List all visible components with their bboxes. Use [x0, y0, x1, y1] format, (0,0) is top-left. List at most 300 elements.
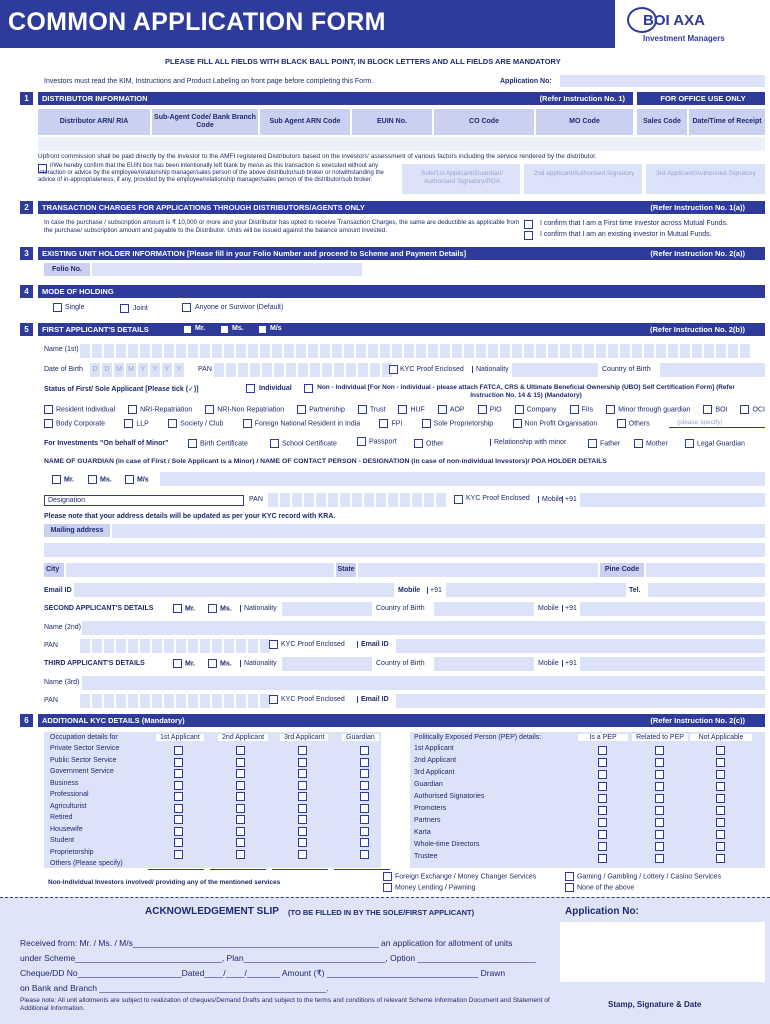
pep-row-karta: Karta	[414, 829, 431, 836]
pan-1-label: PAN	[198, 366, 212, 373]
tel-label: Tel.	[629, 587, 641, 594]
others-specify-field[interactable]: (please specify)	[669, 419, 765, 428]
status-boi-checkbox[interactable]	[703, 405, 712, 414]
pep-row-1st-applicant: 1st Applicant	[414, 745, 454, 752]
ack-application-no: Application No:	[565, 906, 639, 917]
signature-box-1-label: Sole/1st Applicant/Guardian/ Authorised Signatory/POA	[420, 170, 504, 185]
occupation-checkbox[interactable]	[236, 746, 245, 755]
city-field[interactable]	[66, 563, 334, 577]
occupation-checkbox[interactable]	[298, 838, 307, 847]
section-1-title: DISTRIBUTOR INFORMATION	[42, 94, 148, 103]
pep-checkbox[interactable]	[716, 770, 725, 779]
section-2-title: TRANSACTION CHARGES FOR APPLICATIONS THROUGH DISTRIBUTORS/AGENTS ONLY	[42, 203, 365, 212]
occupation-checkbox[interactable]	[236, 769, 245, 778]
third-nationality-field[interactable]	[282, 657, 372, 671]
sales-code-header: Sales Code	[637, 109, 687, 135]
pep-checkbox[interactable]	[598, 842, 607, 851]
section-1-ref: (Refer Instruction No. 1)	[539, 94, 625, 103]
school-cert-option	[270, 439, 337, 448]
euin-confirm-text: I/We hereby confirm that the EUIN box has been intentionally left blank by me/us as this transaction is executed without any interaction or advice by the employee/relationship manager/sales person of the above distributor/sub broker or notwithstanding the advice of in-appropriateness, if any, provided by the employee/relationship manager/sales person of the distributor/sub broker.	[38, 163, 384, 183]
status-boi-label: BOI	[715, 406, 728, 414]
passport-label: Passport	[369, 438, 397, 446]
guardian-mss-checkbox[interactable]	[125, 475, 134, 484]
status-non-profit-organisation-checkbox[interactable]	[513, 419, 522, 428]
status-partnership-checkbox[interactable]	[297, 405, 306, 414]
status-option-company	[515, 405, 557, 414]
occupation-checkbox[interactable]	[360, 838, 369, 847]
ack-application-no-field[interactable]	[560, 922, 765, 982]
pep-checkbox[interactable]	[598, 818, 607, 827]
signature-box-3[interactable]	[646, 164, 765, 194]
pep-row-authorised-signatories: Authorised Signatories	[414, 793, 485, 800]
status-option-resident-individual	[44, 405, 115, 414]
pep-checkbox[interactable]	[598, 794, 607, 803]
state-field[interactable]	[358, 563, 598, 577]
second-ms-option	[208, 604, 232, 613]
second-country-birth-field[interactable]	[434, 602, 534, 616]
status-nri-non-repatriation-checkbox[interactable]	[205, 405, 214, 414]
second-mobile-field[interactable]	[580, 602, 765, 616]
none-above-checkbox[interactable]	[565, 883, 574, 892]
kra-note: Please note that your address details will be updated as per your KYC record with KRA.	[44, 513, 336, 520]
transaction-charges-text: In case the purchase / subscription amount is ₹ 10,000 or more and your Distributor has opted to receive Transaction Charges, the same are deductible as applicable from the purchase/ subscription amount and payable to the Distributor. Units will be issued against the balance amount invested.	[44, 219, 520, 234]
status-minor-through-guardian-checkbox[interactable]	[606, 405, 615, 414]
status-aop-checkbox[interactable]	[438, 405, 447, 414]
occupation-checkbox[interactable]	[298, 850, 307, 859]
school-cert-checkbox[interactable]	[270, 439, 279, 448]
status-pio-checkbox[interactable]	[478, 405, 487, 414]
birth-cert-checkbox[interactable]	[188, 439, 197, 448]
occupation-checkbox[interactable]	[174, 792, 183, 801]
pep-row-2nd-applicant: 2nd Applicant	[414, 757, 457, 764]
pep-checkbox[interactable]	[655, 758, 664, 767]
ack-title: ACKNOWLEDGEMENT SLIP	[145, 906, 279, 917]
gaming-option	[565, 872, 721, 881]
pep-checkbox[interactable]	[655, 794, 664, 803]
status-option-nri-non-repatriation	[205, 405, 284, 414]
pep-checkbox[interactable]	[716, 842, 725, 851]
pep-checkbox[interactable]	[655, 842, 664, 851]
third-mobile-prefix: +91	[562, 660, 577, 667]
application-no-field[interactable]	[560, 75, 765, 87]
legal-guardian-option	[685, 439, 745, 448]
status-resident-individual-checkbox[interactable]	[44, 405, 53, 414]
pep-checkbox[interactable]	[716, 806, 725, 815]
status-option-foreign-national-resident-in-india	[243, 419, 360, 428]
status-option-fpi	[379, 419, 402, 428]
status-option-pio	[478, 405, 502, 414]
section-2-ref: (Refer Instruction No. 1(a))	[650, 203, 745, 212]
status-option-fiis	[570, 405, 594, 414]
non-individual-checkbox[interactable]	[304, 384, 313, 393]
mss-label: M/s	[270, 325, 282, 332]
occupation-checkbox[interactable]	[174, 804, 183, 813]
non-individual-label: Non - Individual [For Non - individual - please attach FATCA, CRS & Ultimate Beneficial Ownership (UBO) Self Certification Form] (Refer Instruction No. 14 & 15) (Mandatory)	[317, 384, 735, 399]
occupation-checkbox[interactable]	[360, 804, 369, 813]
name-2-label: Name (2nd)	[44, 624, 81, 631]
occupation-private-sector-service: Private Sector Service	[50, 745, 120, 752]
occupation-checkbox[interactable]	[360, 746, 369, 755]
status-option-aop	[438, 405, 465, 414]
mo-code-header: MO Code	[536, 109, 633, 135]
occupation-checkbox[interactable]	[236, 781, 245, 790]
occupation-checkbox[interactable]	[298, 746, 307, 755]
occupation-checkbox[interactable]	[360, 850, 369, 859]
pep-checkbox[interactable]	[716, 746, 725, 755]
pep-col-related-to-pep: Related to PEP	[632, 734, 688, 741]
pep-checkbox[interactable]	[655, 818, 664, 827]
upfront-note: Upfront commission shall be paid directly by the investor to the AMFI registered Distributors based on the investors' assessment of various factors including the service rendered by the distributor.	[38, 153, 597, 160]
joint-checkbox[interactable]	[120, 304, 129, 313]
pep-checkbox[interactable]	[598, 806, 607, 815]
occupation-checkbox[interactable]	[174, 746, 183, 755]
birth-cert-option	[188, 439, 248, 448]
guardian-ms-checkbox[interactable]	[88, 475, 97, 484]
section-5-number: 5	[20, 323, 33, 336]
second-mobile-label: Mobile	[538, 605, 559, 612]
none-above-option	[565, 883, 634, 892]
section-6-title: ADDITIONAL KYC DETAILS (Mandatory)	[42, 716, 185, 725]
status-fiis-checkbox[interactable]	[570, 405, 579, 414]
occupation-others-line[interactable]	[272, 869, 328, 870]
mss-checkbox[interactable]	[258, 325, 267, 334]
second-nationality-field[interactable]	[282, 602, 372, 616]
occupation-government-service: Government Service	[50, 768, 114, 775]
section-3-header	[38, 247, 765, 260]
name-1-boxes[interactable]	[80, 344, 750, 358]
other-doc-option	[414, 439, 444, 448]
pep-row-promoters: Promoters	[414, 805, 447, 812]
guardian-mr-label: Mr.	[64, 476, 75, 484]
pep-checkbox[interactable]	[655, 830, 664, 839]
occupation-checkbox[interactable]	[174, 781, 183, 790]
occupation-checkbox[interactable]	[360, 758, 369, 767]
occupation-checkbox[interactable]	[236, 815, 245, 824]
dob-m2: M	[126, 363, 136, 377]
status-huf-label: HUF	[410, 406, 425, 414]
legal-guardian-label: Legal Guardian	[697, 440, 745, 448]
pep-col-not-applicable: Not Applicable	[690, 734, 752, 741]
none-above-label: None of the above	[577, 884, 635, 892]
anyone-survivor-checkbox[interactable]	[182, 303, 191, 312]
second-ms-label: Ms.	[220, 605, 232, 613]
first-time-investor-label: I confirm that I am a First time investor across Mutual Funds.	[540, 220, 728, 227]
pep-row-trustee: Trustee	[414, 853, 438, 860]
occupation-checkbox[interactable]	[174, 850, 183, 859]
pin-code-field[interactable]	[646, 563, 765, 577]
occupation-checkbox[interactable]	[360, 781, 369, 790]
pep-checkbox[interactable]	[598, 746, 607, 755]
guardian-mss-option	[125, 475, 149, 484]
dob-label: Date of Birth	[44, 366, 83, 373]
pep-checkbox[interactable]	[598, 770, 607, 779]
dob-m1: M	[114, 363, 124, 377]
occupation-checkbox[interactable]	[360, 769, 369, 778]
guardian-mss-label: M/s	[137, 476, 149, 484]
dob-boxes[interactable]	[90, 363, 184, 377]
pep-checkbox[interactable]	[716, 782, 725, 791]
second-ms-checkbox[interactable]	[208, 604, 217, 613]
name-3-field[interactable]	[82, 676, 765, 690]
occupation-others-please-specify: Others (Please specify)	[50, 860, 123, 867]
pan-1-boxes[interactable]	[214, 363, 392, 377]
status-resident-individual-label: Resident Individual	[56, 406, 116, 414]
pep-checkbox[interactable]	[655, 746, 664, 755]
ack-note: Please note: All unit allotments are subject to realization of cheques/Demand Drafts and subject to the terms and conditions of relevant Scheme Information Document and Statement of Additional Information.	[20, 997, 550, 1012]
section-5-header	[38, 323, 765, 336]
kyc-1-checkbox[interactable]	[389, 365, 398, 374]
minor-label: For Investments "On behalf of Minor"	[44, 440, 169, 447]
third-nationality-label: Nationality	[240, 660, 277, 667]
occupation-others-line[interactable]	[148, 869, 204, 870]
logo	[625, 4, 765, 48]
pep-col-is-a-pep: Is a PEP	[578, 734, 628, 741]
section-6-header	[38, 714, 765, 727]
ms-checkbox[interactable]	[220, 325, 229, 334]
folio-field[interactable]	[92, 263, 362, 276]
occupation-agriculturist: Agriculturist	[50, 802, 87, 810]
occupation-others-line[interactable]	[210, 869, 266, 870]
status-society-club-label: Society / Club	[180, 420, 224, 428]
status-others-checkbox[interactable]	[617, 419, 626, 428]
occupation-checkbox[interactable]	[298, 758, 307, 767]
relationship-minor-label: Relationship with minor	[490, 439, 566, 446]
occupation-checkbox[interactable]	[360, 792, 369, 801]
third-pan-boxes[interactable]	[80, 694, 270, 708]
status-body-corporate-checkbox[interactable]	[44, 419, 53, 428]
guardian-mobile-prefix: +91	[562, 496, 577, 503]
pep-checkbox[interactable]	[716, 794, 725, 803]
mobile-1-field[interactable]	[446, 583, 626, 597]
mother-label: Mother	[646, 440, 668, 448]
kim-note: Investors must read the KIM, Instructions and Product Labeling on front page before completing this Form.	[44, 78, 374, 85]
section-3-title: EXISTING UNIT HOLDER INFORMATION [Please fill in your Folio Number and proceed to Scheme and Payment Details]	[42, 249, 467, 258]
second-mobile-prefix: +91	[562, 605, 577, 612]
kyc-1-label: KYC Proof Enclosed	[400, 366, 464, 373]
section-6-ref: (Refer Instruction No. 2(c))	[650, 716, 745, 725]
second-nationality-label: Nationality	[240, 605, 277, 612]
status-llp-label: LLP	[136, 420, 149, 428]
country-birth-1-field[interactable]	[660, 363, 765, 377]
first-time-investor-checkbox[interactable]	[524, 220, 533, 229]
occupation-checkbox[interactable]	[236, 758, 245, 767]
name-2-field[interactable]	[82, 621, 765, 635]
father-checkbox[interactable]	[588, 439, 597, 448]
logo-subtitle: Investment Managers	[643, 34, 725, 43]
second-mr-checkbox[interactable]	[173, 604, 182, 613]
status-llp-checkbox[interactable]	[124, 419, 133, 428]
euin-header: EUIN No.	[352, 109, 432, 135]
occupation-checkbox[interactable]	[174, 827, 183, 836]
co-code-header: CO Code	[434, 109, 534, 135]
ack-stamp-label: Stamp, Signature & Date	[608, 1000, 702, 1009]
pep-checkbox[interactable]	[655, 770, 664, 779]
pep-checkbox[interactable]	[655, 782, 664, 791]
mailing-address-line-1[interactable]	[112, 524, 765, 538]
occupation-checkbox[interactable]	[360, 815, 369, 824]
status-society-club-checkbox[interactable]	[168, 419, 177, 428]
status-company-checkbox[interactable]	[515, 405, 524, 414]
status-fiis-label: FIIs	[581, 406, 594, 414]
third-country-birth-field[interactable]	[434, 657, 534, 671]
occupation-others-line[interactable]	[334, 869, 390, 870]
section-3-number: 3	[20, 247, 33, 260]
guardian-mobile-field[interactable]	[580, 493, 765, 507]
second-kyc-label: KYC Proof Enclosed	[281, 641, 345, 648]
third-email-field[interactable]	[396, 694, 765, 708]
second-kyc-checkbox[interactable]	[269, 640, 278, 649]
occupation-col-guardian: Guardian	[342, 734, 379, 741]
mr-checkbox[interactable]	[183, 325, 192, 334]
occupation-public-sector-service: Public Sector Service	[50, 756, 117, 764]
occupation-checkbox[interactable]	[298, 769, 307, 778]
occupation-checkbox[interactable]	[298, 781, 307, 790]
nationality-1-field[interactable]	[512, 363, 598, 377]
second-mr-option	[173, 604, 195, 613]
occupation-checkbox[interactable]	[236, 804, 245, 813]
forex-option	[383, 872, 536, 881]
anyone-survivor-label: Anyone or Survivor (Default)	[195, 304, 284, 311]
pep-checkbox[interactable]	[716, 830, 725, 839]
occupation-checkbox[interactable]	[236, 838, 245, 847]
father-option	[588, 439, 620, 448]
section-3-ref: (Refer Instruction No. 2(a))	[650, 249, 745, 258]
third-ms-checkbox[interactable]	[208, 659, 217, 668]
mailing-address-line-2[interactable]	[44, 543, 765, 557]
status-company-label: Company	[526, 406, 557, 414]
pep-checkbox[interactable]	[716, 854, 725, 863]
occupation-col-3rd-applicant: 3rd Applicant	[280, 734, 328, 741]
status-oci-label: OCI	[752, 406, 765, 414]
date-time-header: Date/Time of Receipt	[689, 109, 765, 135]
city-label: City	[44, 563, 64, 577]
pep-checkbox[interactable]	[716, 758, 725, 767]
third-applicant-label: THIRD APPLICANT'S DETAILS	[44, 660, 145, 667]
passport-checkbox[interactable]	[357, 437, 366, 446]
third-mr-checkbox[interactable]	[173, 659, 182, 668]
occupation-checkbox[interactable]	[298, 827, 307, 836]
third-country-birth-label: Country of Birth	[376, 660, 425, 667]
signature-box-2[interactable]	[524, 164, 642, 194]
pep-checkbox[interactable]	[598, 758, 607, 767]
status-trust-label: Trust	[369, 406, 386, 414]
occupation-checkbox[interactable]	[236, 827, 245, 836]
occupation-checkbox[interactable]	[174, 769, 183, 778]
email-field[interactable]	[74, 583, 394, 597]
occupation-retired: Retired	[50, 814, 73, 821]
ack-line-4: on Bank and Branch ________________________________________________.	[20, 983, 329, 993]
legal-guardian-checkbox[interactable]	[685, 439, 694, 448]
guardian-mr-option	[52, 475, 74, 484]
email-label: Email ID	[44, 587, 72, 594]
name-1-label: Name (1st)	[44, 346, 79, 353]
single-checkbox[interactable]	[53, 303, 62, 312]
status-label: Status of First/ Sole Applicant [Please tick (✓)]	[44, 386, 199, 393]
occupation-checkbox[interactable]	[360, 827, 369, 836]
section-1-number: 1	[20, 92, 33, 105]
status-option-llp	[124, 419, 148, 428]
pep-checkbox[interactable]	[655, 806, 664, 815]
dob-y2: Y	[150, 363, 160, 377]
guardian-name-field[interactable]	[160, 472, 765, 486]
status-aop-label: AOP	[449, 406, 465, 414]
second-email-field[interactable]	[396, 639, 765, 653]
occupation-checkbox[interactable]	[236, 792, 245, 801]
status-foreign-national-resident-in-india-checkbox[interactable]	[243, 419, 252, 428]
guardian-kyc-checkbox[interactable]	[454, 495, 463, 504]
non-individual-services-label: Non-Individual Investors involved/ providing any of the mentioned services	[48, 879, 281, 886]
status-trust-checkbox[interactable]	[358, 405, 367, 414]
status-option-sole-proprietorship	[422, 419, 494, 428]
occupation-checkbox[interactable]	[298, 792, 307, 801]
section-4-title: MODE OF HOLDING	[42, 287, 114, 296]
third-kyc-checkbox[interactable]	[269, 695, 278, 704]
third-mr-option	[173, 659, 195, 668]
mother-checkbox[interactable]	[634, 439, 643, 448]
pep-checkbox[interactable]	[598, 782, 607, 791]
third-mobile-label: Mobile	[538, 660, 559, 667]
guardian-mr-checkbox[interactable]	[52, 475, 61, 484]
status-option-minor-through-guardian	[606, 405, 690, 414]
occupation-checkbox[interactable]	[174, 838, 183, 847]
father-label: Father	[600, 440, 621, 448]
other-doc-checkbox[interactable]	[414, 439, 423, 448]
third-pan-label: PAN	[44, 697, 58, 704]
status-options-row-2	[44, 419, 765, 428]
money-lending-label: Money Lending / Pawning	[395, 884, 476, 892]
occupation-checkbox[interactable]	[236, 850, 245, 859]
pep-row-partners: Partners	[414, 817, 441, 824]
status-sole-proprietorship-checkbox[interactable]	[422, 419, 431, 428]
pep-checkbox[interactable]	[598, 830, 607, 839]
guardian-pan-boxes[interactable]	[268, 493, 446, 507]
second-pan-boxes[interactable]	[80, 639, 270, 653]
pep-checkbox[interactable]	[598, 854, 607, 863]
forex-checkbox[interactable]	[383, 872, 392, 881]
money-lending-option	[383, 883, 476, 892]
tel-field[interactable]	[648, 583, 765, 597]
existing-investor-checkbox[interactable]	[524, 231, 533, 240]
office-use-header: FOR OFFICE USE ONLY	[637, 92, 765, 105]
pep-checkbox[interactable]	[716, 818, 725, 827]
ack-line-2: under Scheme_______________________________, Plan______________________________, Option _________________________	[20, 953, 536, 963]
dob-d2: D	[102, 363, 112, 377]
distributor-row-fields[interactable]	[38, 137, 765, 151]
gaming-checkbox[interactable]	[565, 872, 574, 881]
occupation-housewife: Housewife	[50, 825, 83, 833]
status-option-body-corporate	[44, 419, 105, 428]
occupation-checkbox[interactable]	[174, 758, 183, 767]
status-nri-repatriation-label: NRI-Repatriation	[140, 406, 193, 414]
status-huf-checkbox[interactable]	[398, 405, 407, 414]
single-label: Single	[65, 304, 85, 311]
occupation-checkbox[interactable]	[174, 815, 183, 824]
third-mobile-field[interactable]	[580, 657, 765, 671]
second-applicant-label: SECOND APPLICANT'S DETAILS	[44, 605, 154, 612]
second-country-birth-label: Country of Birth	[376, 605, 425, 612]
individual-checkbox[interactable]	[246, 384, 255, 393]
pep-checkbox[interactable]	[655, 854, 664, 863]
status-oci-checkbox[interactable]	[740, 405, 749, 414]
ack-line-1: Received from: Mr. / Ms. / M/s____________________________________________________ an application for allotment of units	[20, 938, 513, 948]
status-fpi-checkbox[interactable]	[379, 419, 388, 428]
status-nri-repatriation-checkbox[interactable]	[128, 405, 137, 414]
money-lending-checkbox[interactable]	[383, 883, 392, 892]
occupation-professional: Professional	[50, 791, 89, 798]
occupation-checkbox[interactable]	[298, 804, 307, 813]
country-birth-1-label: Country of Birth	[602, 366, 651, 373]
occupation-checkbox[interactable]	[298, 815, 307, 824]
